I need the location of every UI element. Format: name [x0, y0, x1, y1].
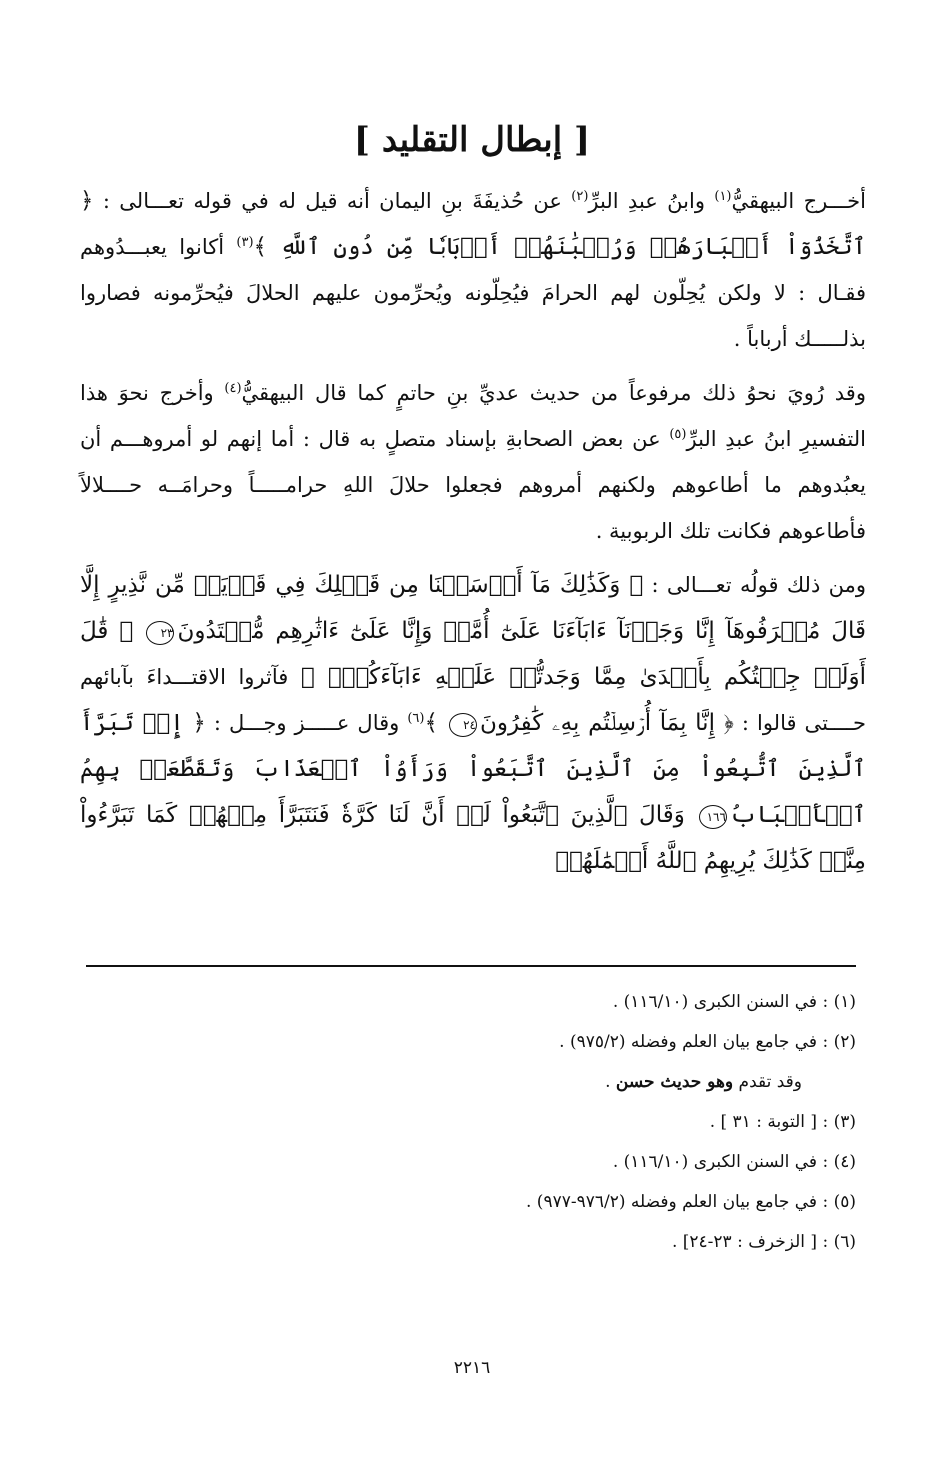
ayah-number-mark: ٢٤: [449, 713, 477, 737]
paragraph-text: فآثروا الاقتـــداءَ بآبائهم حــــتى قالوا :: [80, 665, 866, 735]
footnote-5: (٥) : في جامع بيان العلم وفضله (٩٧٦/٢-٩٧٧) .: [525, 1192, 856, 1212]
footnote-reference: (٢): [571, 189, 589, 204]
section-title: [ إبطال التقليد ]: [353, 120, 591, 160]
footnote-divider: [86, 965, 856, 967]
quran-verse: ﴾: [424, 710, 438, 736]
footnote-6: (٦) : [ الزخرف : ٢٣-٢٤] .: [671, 1232, 856, 1252]
quran-verse: ﴿ ٱتَّخَذُوٓاْ أَحۡبَارَهُمۡ وَرُهۡبَٰنَهُمۡ أَرۡبَابٗا مِّن دُونِ ٱللَّهِ ﴾: [80, 188, 866, 260]
paragraph-text: وابنُ عبدِ البرِّ: [588, 189, 715, 213]
footnote-note-bold: وهو حديث حسن: [615, 1072, 734, 1092]
footnote-3: (٣) : [ التوبة : ٣١ ] .: [709, 1112, 856, 1132]
footnote-4: (٤) : في السنن الكبرى (١١٦/١٠) .: [612, 1152, 856, 1172]
quran-verse: ۞ قَٰلَ أَوَلَوۡ جِئۡتُكُم بِأَهۡدَىٰ مِمَّا وَجَدتُّمۡ عَلَيۡهِ ءَابَآءَكُمۡۖ ﴾: [80, 618, 866, 690]
footnote-2-note: [86, 1062, 856, 1102]
paragraph: [80, 178, 866, 362]
paragraph-text: أكانوا يعبـــدُوهم فقـال : لا ولكن يُحِلّون لهم الحرامَ فيُحِلّونه ويُحرِّمون عليهم الحلالَ فيُحرِّمونه فصاروا بذلـــــك أرباباً .: [80, 235, 866, 351]
paragraph-text: وأخرج نحوَ هذا التفسيرِ ابنُ عبدِ البرِّ: [80, 381, 867, 451]
ayah-number-mark: ٢٣: [146, 621, 174, 645]
paragraph-text: ومن ذلك قولُه تعـــالى :: [643, 573, 866, 597]
footnote-note-text: وقد تقدم: [733, 1072, 802, 1092]
quran-verse: ﴿ إِذۡ تَبَرَّأَ ٱلَّذِينَ ٱتُّبِعُواْ مِنَ ٱلَّذِينَ ٱتَّبَعُواْ وَرَأَوُاْ ٱلۡعَذَابَ وَتَقَطَّعَتۡ بِهِمُ ٱلۡأَسۡبَابُ: [80, 710, 866, 828]
footnote-reference: (١): [714, 189, 732, 204]
footnotes: [86, 982, 856, 1262]
paragraph: [80, 370, 866, 554]
quran-verse: وَقَالَ ٱلَّذِينَ ٱتَّبَعُواْ لَوۡ أَنَّ لَنَا كَرَّةٗ فَنَتَبَرَّأَ مِنۡهُمۡ كَمَا تَبَرَّءُواْ مِنَّاۗ كَذَٰلِكَ يُرِيهِمُ ٱللَّهُ أَعۡمَٰلَهُمۡ: [80, 802, 866, 874]
main-text: [80, 178, 866, 884]
footnote-reference: (٤): [224, 381, 242, 396]
footnote-reference: (٥): [669, 427, 687, 442]
paragraph: [80, 562, 866, 884]
footnote-reference: (٦): [407, 711, 425, 726]
paragraph-text: أخـــرج البيهقيُّ: [731, 189, 866, 213]
footnote-reference: (٣): [236, 235, 254, 250]
footnote-note-end: .: [605, 1072, 616, 1092]
page-number: ٢٢١٦: [453, 1358, 491, 1378]
paragraph-text: وقال عـــــز وجـــل :: [205, 711, 408, 735]
footnote-2: (٢) : في جامع بيان العلم وفضله (٩٧٥/٢) .: [559, 1032, 856, 1052]
quran-verse: ﴿ إِنَّا بِمَآ أُرۡسِلۡتُم بِهِۦ كَٰفِرُونَ: [479, 710, 734, 736]
paragraph-text: وقد رُويَ نحوُ ذلك مرفوعاً من حديث عديِّ بنِ حاتمٍ كما قال البيهقيُّ: [241, 381, 866, 405]
paragraph-text: عن بعض الصحابةِ بإسناد متصلٍ به قال : أما إنهم لو أمروهـــم أن يعبُدوهم ما أطاعوهم ولكنهم أمروهم فجعلوا حلالَ اللهِ حرامـــــاً وحرامَــه حــــلالاً فأطاعوهم فكانت تلك الربوبية .: [80, 427, 866, 543]
ayah-number-mark: ١٦٦: [699, 805, 727, 829]
paragraph-text: عن حُذيفَةَ بنِ اليمان أنه قيل له في قوله تعـــالى :: [93, 189, 572, 213]
quran-verse: ﴿ وَكَذَٰلِكَ مَآ أَرۡسَلۡنَا مِن قَبۡلِكَ فِي قَرۡيَةٖ مِّن نَّذِيرٍ إِلَّا قَالَ مُتۡرَفُوهَآ إِنَّا وَجَدۡنَآ ءَابَآءَنَا عَلَىٰٓ أُمَّةٖ وَإِنَّا عَلَىٰٓ ءَاثَٰرِهِم مُّقۡتَدُونَ: [80, 572, 866, 644]
footnote-1: (١) : في السنن الكبرى (١١٦/١٠) .: [612, 992, 856, 1012]
